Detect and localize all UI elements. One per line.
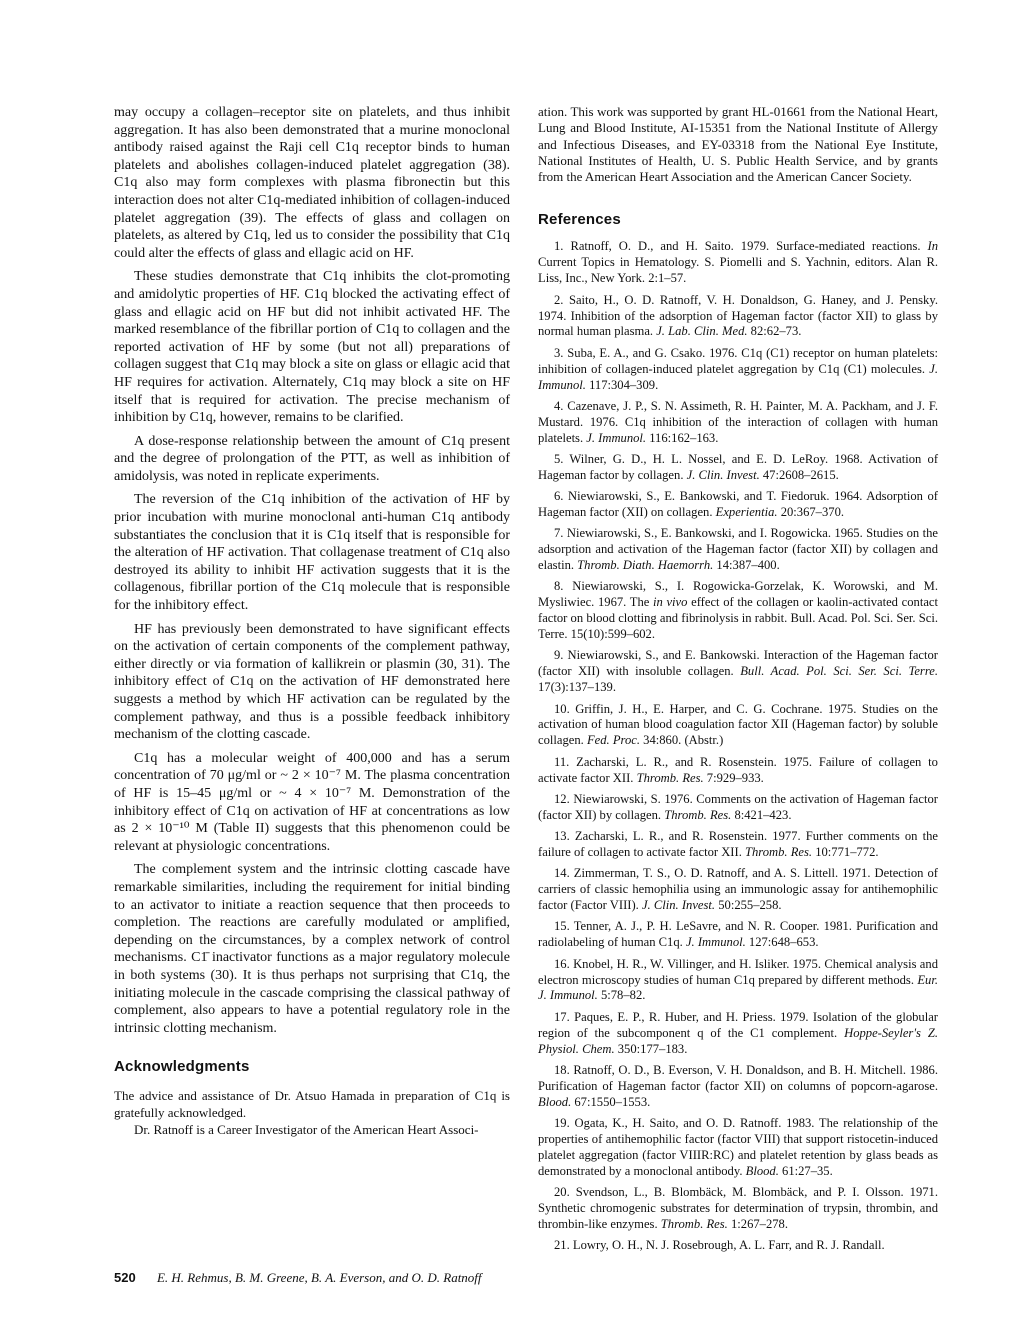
reference-item <box>538 1185 938 1233</box>
reference-item <box>538 919 938 951</box>
reference-citation: 20:367–370. <box>777 505 845 520</box>
body-paragraph: may occupy a collagen–receptor site on platelets, and thus inhibit aggregation. It has also been demonstrated that a murine monoclonal antibody raised against the Raji cell C1q receptor binds to human platelets and abolishes collagen-induced platelet aggregation (38). C1q also may form complexes with plasma fibronectin but this interaction does not alter C1q-mediated inhibition of collagen-induced platelet aggregation (39). The effects of glass and collagen on platelets, as altered by C1q, led us to consider the possibility that C1q could alter the effects of glass and ellagic acid on HF. <box>114 105 510 261</box>
reference-journal: Blood. <box>538 1094 572 1109</box>
reference-citation: 350:177–183. <box>614 1041 688 1056</box>
reference-journal: J. Clin. Invest. <box>641 898 716 913</box>
reference-number: 15. <box>554 919 570 934</box>
reference-citation: 50:255–258. <box>715 898 782 913</box>
body-paragraph: The reversion of the C1q inhibition of the activation of HF by prior incubation with murine monoclonal anti-human C1q antibody substantiates the conclusion that it is C1q itself that is responsible for the alteration of HF activation. That collagenase treatment of C1q also destroyed its ability to inhibit HF activation suggests that it is the collagenous, fibrillar portion of the C1q molecule that is responsible for the inhibitory effect. <box>114 492 510 614</box>
reference-number: 8. <box>554 579 564 594</box>
body-paragraph: C1q has a molecular weight of 400,000 and has a serum concentration of 70 μg/ml or ~ 2 × 10⁻⁷ M. The plasma concentration of HF is 15–45 μg/ml or ~ 4 × 10⁻⁷ M. Demonstration of the inhibitory effect of C1q on activation of HF at concentrations as low as 2 × 10⁻¹⁰ M (Table II) suggests that this phenomenon could be relevant at physiologic concentrations. <box>114 750 510 854</box>
running-authors: E. H. Rehmus, B. M. Greene, B. A. Everson, and O. D. Ratnoff <box>156 1270 482 1285</box>
acknowledgments-heading: Acknowledgments <box>114 1058 250 1076</box>
reference-journal: Bull. Acad. Pol. Sci. Ser. Sci. Terre. <box>740 664 938 679</box>
reference-citation: Current Topics in Hematology. S. Piomelli and S. Yachnin, editors. Alan R. Liss, Inc., New York. 2:1–57. <box>538 255 938 286</box>
reference-item <box>538 648 938 696</box>
reference-text: Svendson, L., B. Blombäck, M. Blombäck, and P. I. Olsson. 1971. Synthetic chromogenic substrates for determination of trypsin, thrombin, and thrombin-like enzymes. <box>538 1184 938 1231</box>
reference-citation: 14:387–400. <box>713 558 780 573</box>
reference-journal: Experientia. <box>715 505 778 520</box>
reference-text: Zacharski, L. R., and R. Rosenstein. 1977. Further comments on the failure of collagen to activate factor XII. <box>538 829 939 859</box>
reference-text: Tenner, A. J., P. H. LeSavre, and N. R. Cooper. 1981. Purification and radiolabeling of human C1q. <box>538 919 938 950</box>
reference-citation: 82:62–73. <box>747 324 802 339</box>
reference-citation: 47:2608–2615. <box>759 467 839 482</box>
reference-text: Cazenave, J. P., S. N. Assimeth, R. H. Painter, M. A. Packham, and J. F. Mustard. 1976. C1q inhibition of the interaction of collagen with human platelets. <box>538 398 938 445</box>
body-paragraph: HF has previously been demonstrated to have significant effects on the activation of certain components of the complement pathway, either directly or via formation of kallikrein or plasmin (30, 31). The inhibitory effect of C1q on the activation of HF demonstrated here suggests a method by which HF activation can be regulated by the complement pathway, and thus is a possible feedback inhibitory mechanism of the clotting cascade. <box>114 621 510 743</box>
acknowledgment-paragraph: The advice and assistance of Dr. Atsuo Hamada in preparation of C1q is gratefully acknowledged. <box>114 1088 510 1120</box>
reference-number: 18. <box>554 1062 570 1077</box>
reference-text: Niewiarowski, S., E. Bankowski, and T. Fiedoruk. 1964. Adsorption of Hageman factor (XII) on collagen. <box>538 489 938 520</box>
reference-journal: Blood. <box>745 1163 779 1178</box>
reference-item <box>538 866 938 914</box>
reference-citation: 67:1550–1553. <box>571 1094 651 1109</box>
reference-journal: J. Clin. Invest. <box>686 467 760 482</box>
body-paragraph: The complement system and the intrinsic clotting cascade have remarkable similarities, including the requirement for initial binding to an activator to initiate a reaction sequence that then proceeds to completion. The reactions are carefully modulated or amplified, depending on the circumstances, by a complex network of control mechanisms. C1̄ inactivator functions as a major regulatory molecule in both systems (30). It is thus perhaps not surprising that C1q, the initiating molecule in the cascade comprising the classical pathway of complement, also appears to have a potential regulatory role in the intrinsic clotting mechanism. <box>114 862 510 1036</box>
reference-item <box>538 702 938 750</box>
reference-item <box>538 755 938 787</box>
reference-journal: Fed. Proc. <box>586 733 641 748</box>
reference-item <box>538 792 938 824</box>
reference-journal: J. Immunol. <box>586 430 647 445</box>
reference-number: 21. <box>554 1238 570 1253</box>
reference-text: Suba, E. A., and G. Csako. 1976. C1q (C1) receptor on human platelets: inhibition of collagen-induced platelet aggregation by C1q (C1) molecules. <box>538 345 938 376</box>
reference-item <box>538 346 938 394</box>
reference-citation: 116:162–163. <box>646 430 719 445</box>
reference-text: Zacharski, L. R., and R. Rosenstein. 1975. Failure of collagen to activate factor XII. <box>538 754 938 785</box>
reference-journal: Thromb. Res. <box>745 844 813 859</box>
references-heading: References <box>538 211 621 229</box>
reference-number: 3. <box>554 345 564 360</box>
reference-number: 4. <box>554 398 564 413</box>
reference-item <box>538 829 938 861</box>
reference-journal: J. Lab. Clin. Med. <box>656 324 748 339</box>
reference-number: 2. <box>554 292 564 307</box>
reference-number: 17. <box>554 1009 570 1024</box>
reference-number: 16. <box>554 956 570 971</box>
reference-journal: In <box>927 239 938 254</box>
reference-text: Ogata, K., H. Saito, and O. D. Ratnoff. 1983. The relationship of the properties of antihemophilic factor (factor VIII) that support ristocetin-induced platelet aggregation (factor VIIIR:RC) and platelet retention by glass beads as demonstrated by a monoclonal antibody. <box>538 1115 938 1178</box>
reference-citation: 61:27–35. <box>778 1163 833 1178</box>
reference-citation: 10:771–772. <box>812 844 879 859</box>
reference-number: 7. <box>554 526 564 541</box>
acknowledgments-continuation: ation. This work was supported by grant HL-01661 from the National Heart, Lung and Blood Institute, AI-15351 from the National Institute of Allergy and Infectious Diseases, and EY-03318 from the National Eye Institute, National Institutes of Health, U. S. Public Health Service, and by grants from the American Heart Association and the American Cancer Society. <box>538 104 938 185</box>
reference-text: Niewiarowski, S., I. Rogowicka-Gorzelak, K. Worowski, and M. Mysliwiec. 1967. The <box>538 579 938 610</box>
reference-text: Zimmerman, T. S., O. D. Ratnoff, and A. S. Littell. 1971. Detection of carriers of classic hemophilia using an immunologic assay for antihemophilic factor (Factor VIII). <box>538 866 938 913</box>
reference-item <box>538 1063 938 1111</box>
reference-journal: Thromb. Res. <box>664 807 732 822</box>
acknowledgments-text <box>114 1088 510 1139</box>
page-footer <box>114 1270 482 1286</box>
reference-journal: Thromb. Res. <box>636 770 704 785</box>
reference-journal: Hoppe-Seyler's Z. Physiol. Chem. <box>538 1025 938 1056</box>
reference-citation: 7:929–933. <box>703 770 764 785</box>
reference-journal: J. Immunol. <box>685 935 746 950</box>
reference-text: Ratnoff, O. D., B. Everson, V. H. Donaldson, and B. H. Mitchell. 1986. Purification of Hageman factor (factor XII) on columns of popcorn-agarose. <box>538 1062 938 1093</box>
reference-item <box>538 957 938 1005</box>
reference-number: 12. <box>554 791 570 806</box>
page-number: 520 <box>114 1270 136 1285</box>
reference-citation: 1:267–278. <box>727 1216 788 1231</box>
reference-number: 13. <box>554 829 570 844</box>
reference-item <box>538 1238 938 1254</box>
reference-number: 14. <box>554 866 570 881</box>
reference-item <box>538 1010 938 1058</box>
reference-number: 10. <box>554 701 570 716</box>
reference-text: Niewiarowski, S., and E. Bankowski. Interaction of the Hageman factor (factor XII) with insoluble collagen. <box>538 648 938 679</box>
reference-citation: 34:860. (Abstr.) <box>640 733 724 748</box>
reference-text: Knobel, H. R., W. Villinger, and H. Isliker. 1975. Chemical analysis and electron microscopy studies of human C1q prepared by different methods. <box>538 956 938 987</box>
reference-text: Saito, H., O. D. Ratnoff, V. H. Donaldson, G. Haney, and J. Pensky. 1974. Inhibition of the adsorption of Hageman factor (factor XII) to glass by normal human plasma. <box>538 292 938 339</box>
reference-text: Niewiarowski, S. 1976. Comments on the activation of Hageman factor (factor XII) by collagen. <box>538 791 938 822</box>
reference-text: Paques, E. P., R. Huber, and H. Priess. 1979. Isolation of the globular region of the subcomponent q of the C1 complement. <box>538 1009 939 1040</box>
reference-text: Niewiarowski, S., E. Bankowski, and I. Rogowicka. 1965. Studies on the adsorption and activation of the Hageman factor (factor XII) by collagen and elastin. <box>538 526 938 573</box>
reference-journal: J. Immunol. <box>538 361 938 392</box>
reference-text: Wilner, G. D., H. L. Nossel, and E. D. LeRoy. 1968. Activation of Hageman factor by collagen. <box>538 451 939 482</box>
reference-citation: 8:421–423. <box>731 807 792 822</box>
reference-item <box>538 526 938 574</box>
reference-number: 19. <box>554 1115 570 1130</box>
reference-journal: Thromb. Diath. Haemorrh. <box>577 558 714 573</box>
acknowledgment-paragraph: Dr. Ratnoff is a Career Investigator of the American Heart Associ- <box>134 1122 479 1138</box>
reference-item <box>538 489 938 521</box>
reference-number: 11. <box>554 754 570 769</box>
reference-citation: 117:304–309. <box>585 377 659 392</box>
body-paragraph: These studies demonstrate that C1q inhibits the clot-promoting and amidolytic properties of HF. C1q blocked the activating effect of glass and ellagic acid on HF but did not inhibit activated HF. The marked resemblance of the fibrillar portion of C1q to collagen and the reported activation of HF by some (but not all) preparations of collagen suggest that C1q may block a site on glass or ellagic acid that HF requires for activation. Alternately, C1q may block a site on HF itself that is required for activation. The precise mechanism of inhibition by C1q, however, remains to be clarified. <box>114 269 510 426</box>
reference-number: 5. <box>554 451 564 466</box>
reference-item <box>538 239 938 287</box>
reference-citation: 127:648–653. <box>745 935 819 950</box>
reference-item <box>538 579 938 643</box>
references-list <box>538 239 938 1253</box>
reference-text: Lowry, O. H., N. J. Rosebrough, A. L. Farr, and R. J. Randall. <box>572 1238 885 1253</box>
reference-item <box>538 293 938 341</box>
right-column <box>538 104 938 1259</box>
body-paragraph: A dose-response relationship between the amount of C1q present and the degree of prolongation of the PTT, as well as inhibition of amidolysis, was noted in replicate experiments. <box>114 433 510 484</box>
reference-citation: 17(3):137–139. <box>538 680 617 695</box>
reference-journal: in vivo <box>653 595 688 610</box>
reference-journal: Eur. J. Immunol. <box>538 972 938 1003</box>
reference-citation: effect of the collagen or kaolin-activated contact factor on blood clotting and fibrinolysis in rabbit. Bull. Acad. Pol. Sci. Ser. Sci. Terre. 15(10):599–602. <box>538 595 939 642</box>
reference-text: Ratnoff, O. D., and H. Saito. 1979. Surface-mediated reactions. <box>570 239 928 254</box>
reference-item <box>538 1116 938 1180</box>
left-column <box>114 104 510 1139</box>
reference-journal: Thromb. Res. <box>660 1216 728 1231</box>
body-text <box>114 104 510 1037</box>
reference-number: 6. <box>554 489 564 504</box>
reference-citation: 5:78–82. <box>597 988 646 1003</box>
reference-text: Griffin, J. H., E. Harper, and C. G. Cochrane. 1975. Studies on the activation of human blood coagulation factor XII (Hageman factor) by soluble collagen. <box>538 701 938 748</box>
reference-item <box>538 452 938 484</box>
reference-number: 1. <box>554 239 564 254</box>
reference-item <box>538 399 938 447</box>
reference-number: 20. <box>554 1184 570 1199</box>
reference-number: 9. <box>554 648 564 663</box>
